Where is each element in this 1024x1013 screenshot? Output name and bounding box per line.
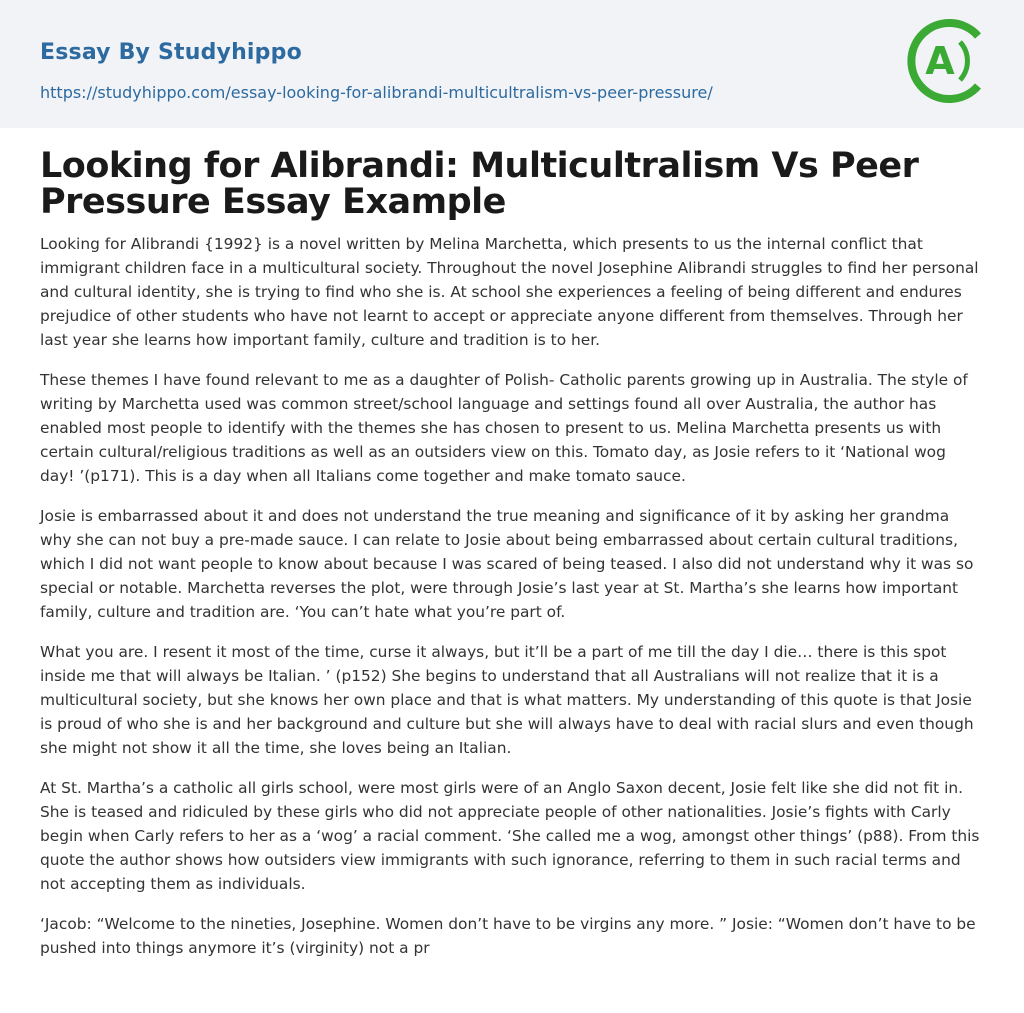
article-paragraph: Josie is embarrassed about it and does not understand the true meaning and significance of it by asking her grandma why she can not buy a pre-made sauce. I can relate to Josie about being embarrassed about certain cultural traditions, which I did not want people to know about because I was scared of being teased. I also did not understand why it was so special or notable. Marchetta reverses the plot, were through Josie’s last year at St. Martha’s she learns how important family, culture and tradition are. ‘You can’t hate what you’re part of. [40, 507, 974, 621]
logo-letter: A [925, 39, 955, 83]
site-title[interactable]: Essay By Studyhippo [40, 40, 302, 65]
article-paragraph: Looking for Alibrandi {1992} is a novel written by Melina Marchetta, which presents to us the internal conflict that immigrant children face in a multicultural society. Throughout the novel Josephine Alibrandi struggles to find her personal and cultural identity, she is trying to find who she is. At school she experiences a feeling of being different and endures prejudice of other students who have not learnt to accept or appreciate anyone different from themselves. Through her last year she learns how important family, culture and tradition is to her. [40, 235, 979, 349]
article-paragraph: ‘Jacob: “Welcome to the nineties, Josephine. Women don’t have to be virgins any more. ” Josie: “Women don’t have to be pushed into things anymore it’s (virginity) not a pr [40, 915, 976, 957]
article-paragraph: At St. Martha’s a catholic all girls school, were most girls were of an Anglo Saxon decent, Josie felt like she did not fit in. She is teased and ridiculed by these girls who did not appreciate people of other nationalities. Josie’s fights with Carly begin when Carly refers to her as a ‘wog’ a racial comment. ‘She called me a wog, amongst other things’ (p88). From this quote the author shows how outsiders view immigrants with such ignorance, referring to them in such racial terms and not accepting them as individuals. [40, 779, 980, 893]
article-title: Looking for Alibrandi: Multicultralism Vs Peer Pressure Essay Example [40, 146, 919, 222]
article-paragraph: What you are. I resent it most of the time, curse it always, but it’ll be a part of me till the day I die… there is this spot inside me that will always be Italian. ’ (p152) She begins to understand that all Australians will not realize that it is a multicultural society, but she knows her own place and that is what matters. My understanding of this quote is that Josie is proud of who she is and her background and culture but she will always have to deal with racial slurs and even though she might not show it all the time, she loves being an Italian. [40, 643, 974, 757]
studyhippo-logo-icon[interactable] [904, 16, 994, 106]
site-header [0, 0, 1024, 128]
article-paragraph: These themes I have found relevant to me as a daughter of Polish- Catholic parents growing up in Australia. The style of writing by Marchetta used was common street/school language and settings found all over Australia, the author has enabled most people to identify with the themes she has chosen to present to us. Melina Marchetta presents us with certain cultural/religious traditions as well as an outsiders view on this. Tomato day, as Josie refers to it ‘National wog day! ’(p171). This is a day when all Italians come together and make tomato sauce. [40, 371, 968, 485]
article [40, 148, 985, 960]
article-url-link[interactable]: https://studyhippo.com/essay-looking-for-alibrandi-multicultralism-vs-peer-pressure/ [40, 83, 713, 102]
